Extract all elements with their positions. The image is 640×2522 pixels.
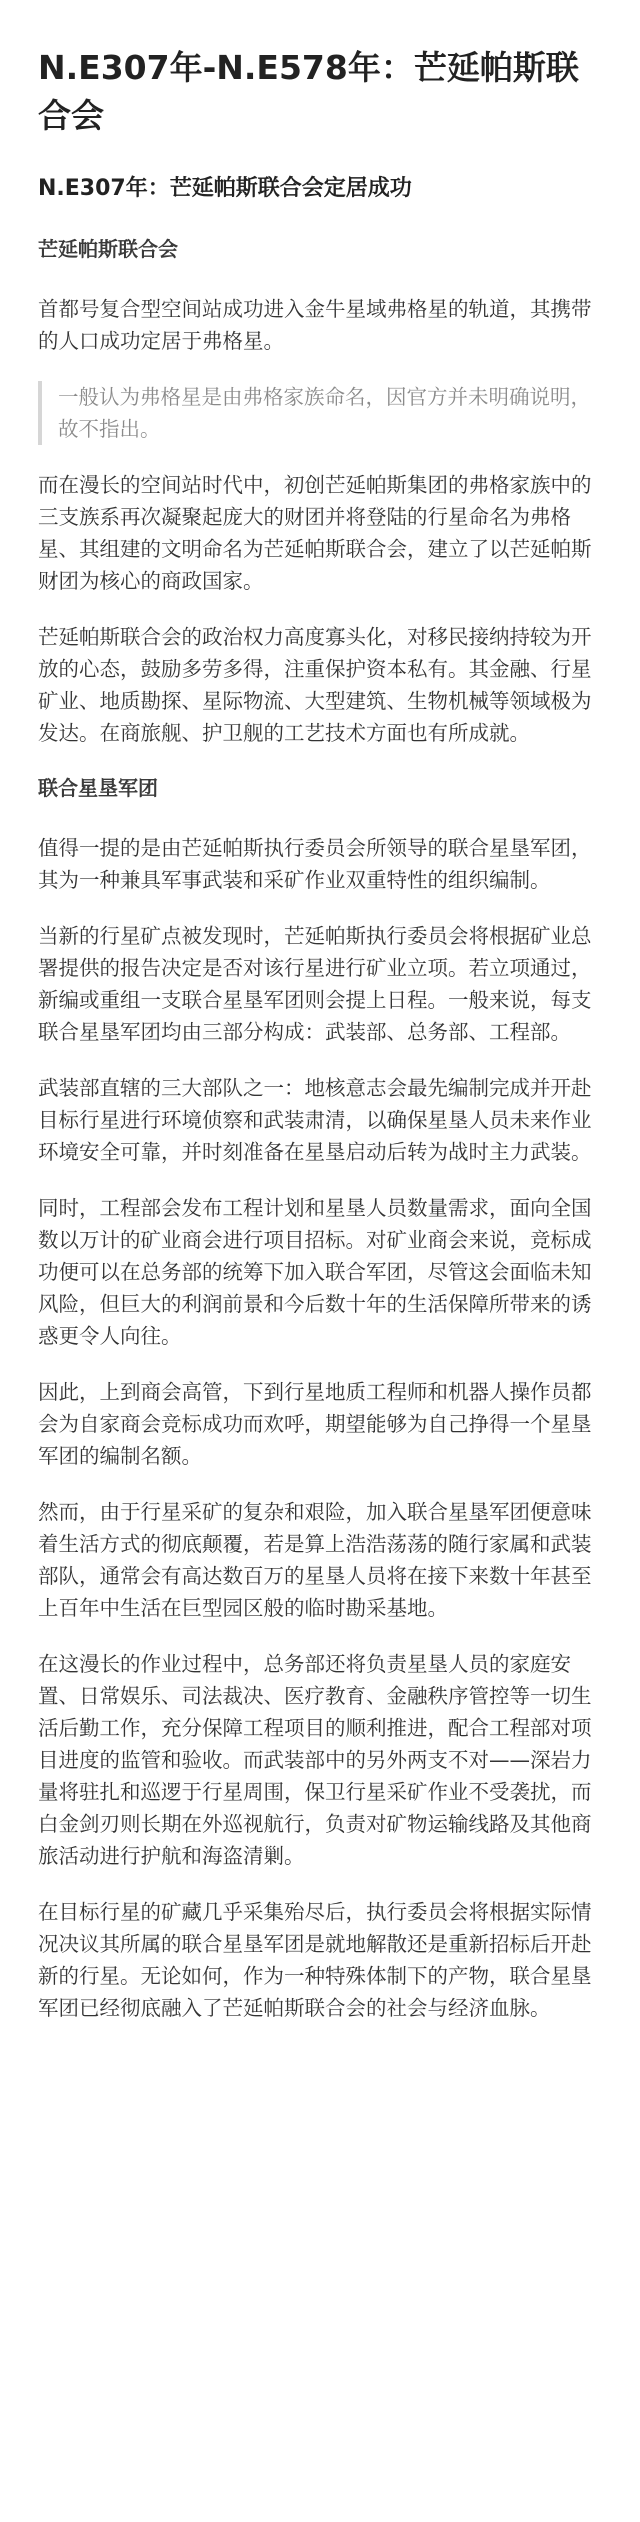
paragraph: 武装部直辖的三大部队之一：地核意志会最先编制完成并开赴目标行星进行环境侦察和武装肃清，以确保星垦人员未来作业环境安全可靠，并时刻准备在星垦启动后转为战时主力武装。 xyxy=(38,1076,592,1164)
paragraph: 值得一提的是由芒延帕斯执行委员会所领导的联合星垦军团，其为一种兼具军事武装和采矿作业双重特性的组织编制。 xyxy=(38,836,592,892)
paragraph: 芒延帕斯联合会的政治权力高度寡头化，对移民接纳持较为开放的心态，鼓励多劳多得，注重保护资本私有。其金融、行星矿业、地质勘探、星际物流、大型建筑、生物机械等领域极为发达。在商旅舰、护卫舰的工艺技术方面也有所成就。 xyxy=(38,625,592,745)
article-title: N.E307年-N.E578年：芒延帕斯联合会 xyxy=(38,48,579,135)
section-heading: 联合星垦军团 xyxy=(38,776,158,800)
section-heading: 芒延帕斯联合会 xyxy=(38,237,178,261)
note-quote xyxy=(38,381,603,445)
section-legion xyxy=(38,773,603,2024)
article-subtitle: N.E307年：芒延帕斯联合会定居成功 xyxy=(38,176,412,201)
section-federation xyxy=(38,234,603,749)
paragraph: 在目标行星的矿藏几乎采集殆尽后，执行委员会将根据实际情况决议其所属的联合星垦军团是就地解散还是重新招标后开赴新的行星。无论如何，作为一种特殊体制下的产物，联合星垦军团已经彻底融入了芒延帕斯联合会的社会与经济血脉。 xyxy=(38,1900,592,2020)
paragraph: 而在漫长的空间站时代中，初创芒延帕斯集团的弗格家族中的三支族系再次凝聚起庞大的财团并将登陆的行星命名为弗格星、其组建的文明命名为芒延帕斯联合会，建立了以芒延帕斯财团为核心的商政国家。 xyxy=(38,473,592,593)
quote-text: 一般认为弗格星是由弗格家族命名，因官方并未明确说明，故不指出。 xyxy=(58,385,591,441)
paragraph: 然而，由于行星采矿的复杂和艰险，加入联合星垦军团便意味着生活方式的彻底颠覆，若是算上浩浩荡荡的随行家属和武装部队，通常会有高达数百万的星垦人员将在接下来数十年甚至上百年中生活在巨型园区般的临时勘采基地。 xyxy=(38,1500,592,1620)
paragraph: 同时，工程部会发布工程计划和星垦人员数量需求，面向全国数以万计的矿业商会进行项目招标。对矿业商会来说，竞标成功便可以在总务部的统筹下加入联合军团，尽管这会面临未知风险，但巨大的利润前景和今后数十年的生活保障所带来的诱惑更令人向往。 xyxy=(38,1196,592,1348)
paragraph: 在这漫长的作业过程中，总务部还将负责星垦人员的家庭安置、日常娱乐、司法裁决、医疗教育、金融秩序管控等一切生活后勤工作，充分保障工程项目的顺利推进，配合工程部对项目进度的监管和验收。而武装部中的另外两支不对——深岩力量将驻扎和巡逻于行星周围，保卫行星采矿作业不受袭扰，而白金剑刃则长期在外巡视航行，负责对矿物运输线路及其他商旅活动进行护航和海盗清剿。 xyxy=(38,1652,592,1868)
paragraph: 因此，上到商会高管，下到行星地质工程师和机器人操作员都会为自家商会竞标成功而欢呼，期望能够为自己挣得一个星垦军团的编制名额。 xyxy=(38,1380,592,1468)
paragraph: 当新的行星矿点被发现时，芒延帕斯执行委员会将根据矿业总署提供的报告决定是否对该行星进行矿业立项。若立项通过，新编或重组一支联合星垦军团则会提上日程。一般来说，每支联合星垦军团均由三部分构成：武装部、总务部、工程部。 xyxy=(38,924,592,1044)
paragraph: 首都号复合型空间站成功进入金牛星域弗格星的轨道，其携带的人口成功定居于弗格星。 xyxy=(38,297,592,353)
